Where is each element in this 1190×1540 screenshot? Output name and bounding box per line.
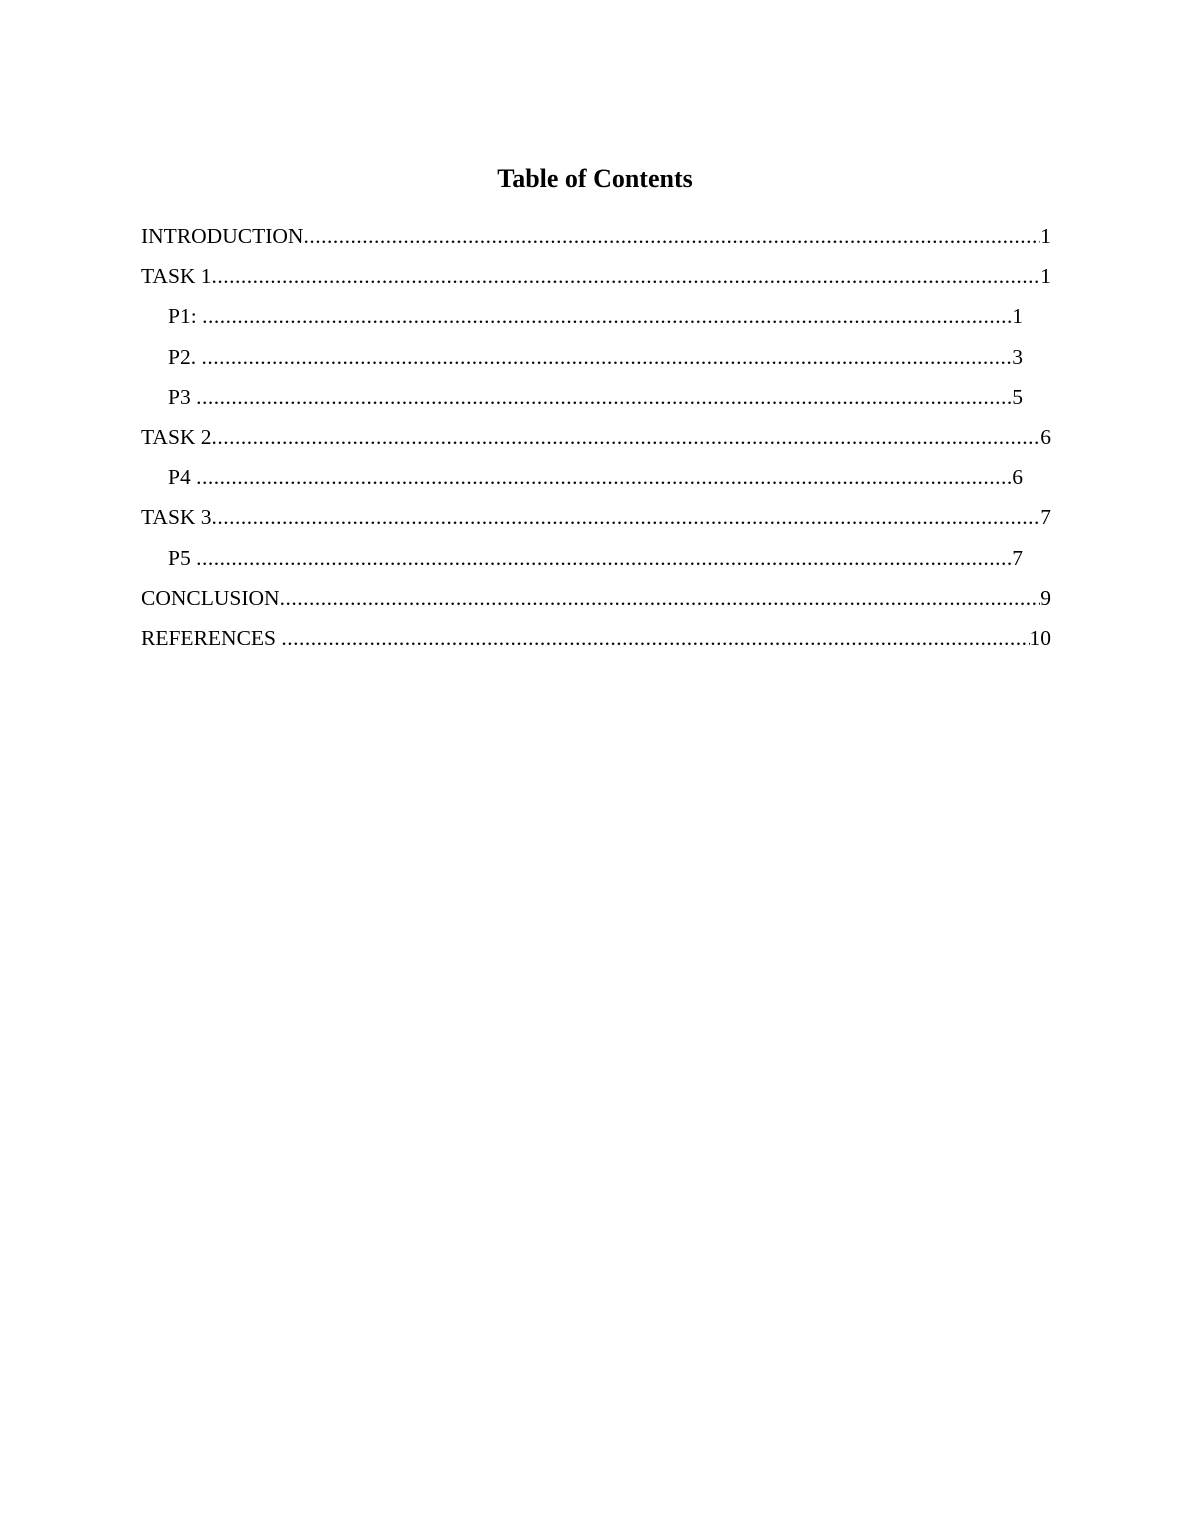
toc-dot-leader	[280, 582, 1041, 614]
toc-entry-task-3[interactable]	[141, 501, 1051, 541]
toc-dot-leader	[196, 461, 1012, 493]
toc-entry-p4[interactable]	[141, 461, 1051, 501]
toc-entry-label: P2.	[168, 344, 202, 369]
toc-dot-leader	[212, 501, 1041, 533]
toc-entry-p1[interactable]	[141, 300, 1051, 340]
toc-entry-label: CONCLUSION	[141, 585, 280, 610]
toc-entry-label: P5	[168, 545, 197, 570]
toc-dot-leader	[202, 300, 1012, 332]
toc-dot-leader	[196, 542, 1012, 574]
toc-dot-leader	[196, 381, 1012, 413]
toc-page-number: 1	[1040, 224, 1051, 248]
toc-page-number: 6	[1040, 424, 1051, 449]
toc-page-number: 1	[1040, 264, 1051, 289]
toc-entry-label: TASK 1	[141, 264, 212, 289]
toc-entry-p3[interactable]	[141, 381, 1051, 421]
toc-page-number: 9	[1040, 585, 1051, 610]
toc-page-number: 1	[1012, 304, 1023, 329]
toc-page-number: 7	[1012, 545, 1023, 570]
toc-page-number: 3	[1012, 344, 1023, 369]
toc-entry-conclusion[interactable]	[141, 582, 1051, 622]
toc-entry-task-2[interactable]	[141, 421, 1051, 461]
toc-list	[141, 220, 1051, 662]
toc-dot-leader	[212, 421, 1041, 453]
toc-entry-label: INTRODUCTION	[141, 224, 304, 248]
toc-entry-label: P4	[168, 465, 197, 490]
toc-entry-label: P1:	[168, 304, 203, 329]
toc-entry-p5[interactable]	[141, 542, 1051, 582]
toc-entry-label: TASK 2	[141, 424, 212, 449]
toc-entry-task-1[interactable]	[141, 260, 1051, 300]
toc-entry-references[interactable]	[141, 622, 1051, 662]
toc-dot-leader	[212, 260, 1041, 292]
toc-entry-label: P3	[168, 384, 197, 409]
toc-dot-leader	[201, 341, 1012, 373]
toc-page-number: 6	[1012, 465, 1023, 490]
toc-page-number: 10	[1029, 625, 1051, 650]
toc-entry-label: TASK 3	[141, 505, 212, 530]
toc-dot-leader	[303, 220, 1040, 252]
toc-entry-introduction[interactable]	[141, 220, 1051, 260]
toc-dot-leader	[281, 622, 1029, 654]
toc-entry-label: REFERENCES	[141, 625, 282, 650]
toc-title: Table of Contents	[497, 164, 693, 193]
toc-page-number: 5	[1012, 384, 1023, 409]
toc-entry-p2[interactable]	[141, 341, 1051, 381]
toc-page-number: 7	[1040, 505, 1051, 530]
